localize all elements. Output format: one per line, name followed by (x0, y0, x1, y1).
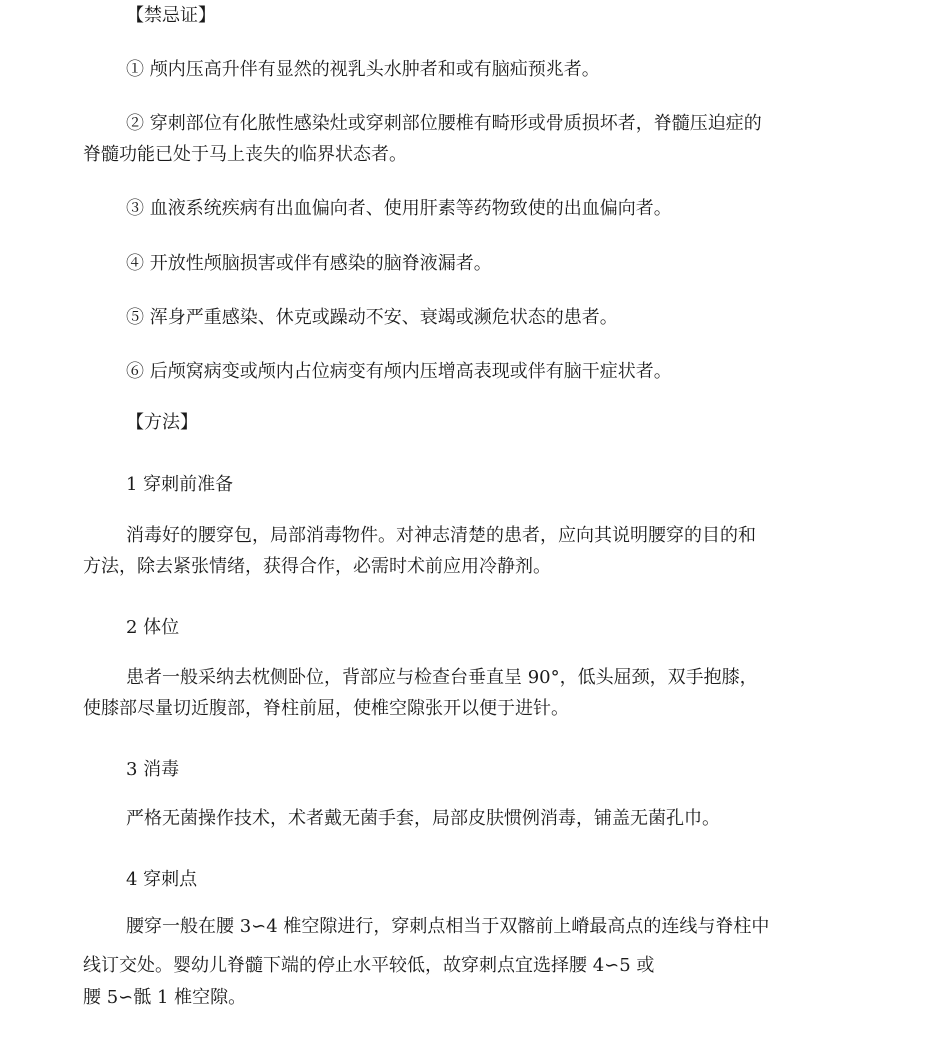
step4-line-1: 腰穿一般在腰 3∽4 椎空隙进行，穿刺点相当于双髂前上嵴最高点的连线与脊柱中 (126, 916, 770, 937)
contraindication-item-3: ③ 血液系统疾病有出血偏向者、使用肝素等药物致使的出血偏向者。 (126, 198, 672, 219)
step2-line-2: 使膝部尽量切近腹部，脊柱前屈，使椎空隙张开以便于进针。 (83, 698, 569, 719)
contraindication-item-1: ① 颅内压高升伴有显然的视乳头水肿者和或有脑疝预兆者。 (126, 59, 600, 80)
step4-line-3: 腰 5∽骶 1 椎空隙。 (83, 987, 247, 1008)
step4-title: 4 穿刺点 (126, 869, 198, 890)
contraindication-item-6: ⑥ 后颅窝病变或颅内占位病变有颅内压增高表现或伴有脑干症状者。 (126, 361, 672, 382)
contraindication-item-5: ⑤ 浑身严重感染、休克或躁动不安、衰竭或濒危状态的患者。 (126, 307, 618, 328)
step3-line-1: 严格无菌操作技术，术者戴无菌手套，局部皮肤惯例消毒，铺盖无菌孔巾。 (126, 808, 720, 829)
step2-line-1: 患者一般采纳去枕侧卧位，背部应与检查台垂直呈 90°，低头屈颈，双手抱膝， (126, 667, 758, 688)
contraindication-item-2-cont: 脊髓功能已处于马上丧失的临界状态者。 (83, 144, 407, 165)
step2-title: 2 体位 (126, 617, 180, 638)
step1-line-1: 消毒好的腰穿包，局部消毒物件。对神志清楚的患者，应向其说明腰穿的目的和 (126, 525, 756, 546)
step4-line-2: 线订交处。婴幼儿脊髓下端的停止水平较低，故穿刺点宜选择腰 4∽5 或 (83, 955, 655, 976)
step3-title: 3 消毒 (126, 759, 180, 780)
step1-title: 1 穿刺前准备 (126, 474, 234, 495)
contraindication-item-4: ④ 开放性颅脑损害或伴有感染的脑脊液漏者。 (126, 253, 492, 274)
contraindication-item-2: ② 穿刺部位有化脓性感染灶或穿刺部位腰椎有畸形或骨质损坏者，脊髓压迫症的 (126, 113, 762, 134)
contraindications-heading: 【禁忌证】 (126, 5, 216, 26)
method-heading: 【方法】 (126, 412, 198, 433)
step1-line-2: 方法，除去紧张情绪，获得合作，必需时术前应用冷静剂。 (83, 556, 551, 577)
